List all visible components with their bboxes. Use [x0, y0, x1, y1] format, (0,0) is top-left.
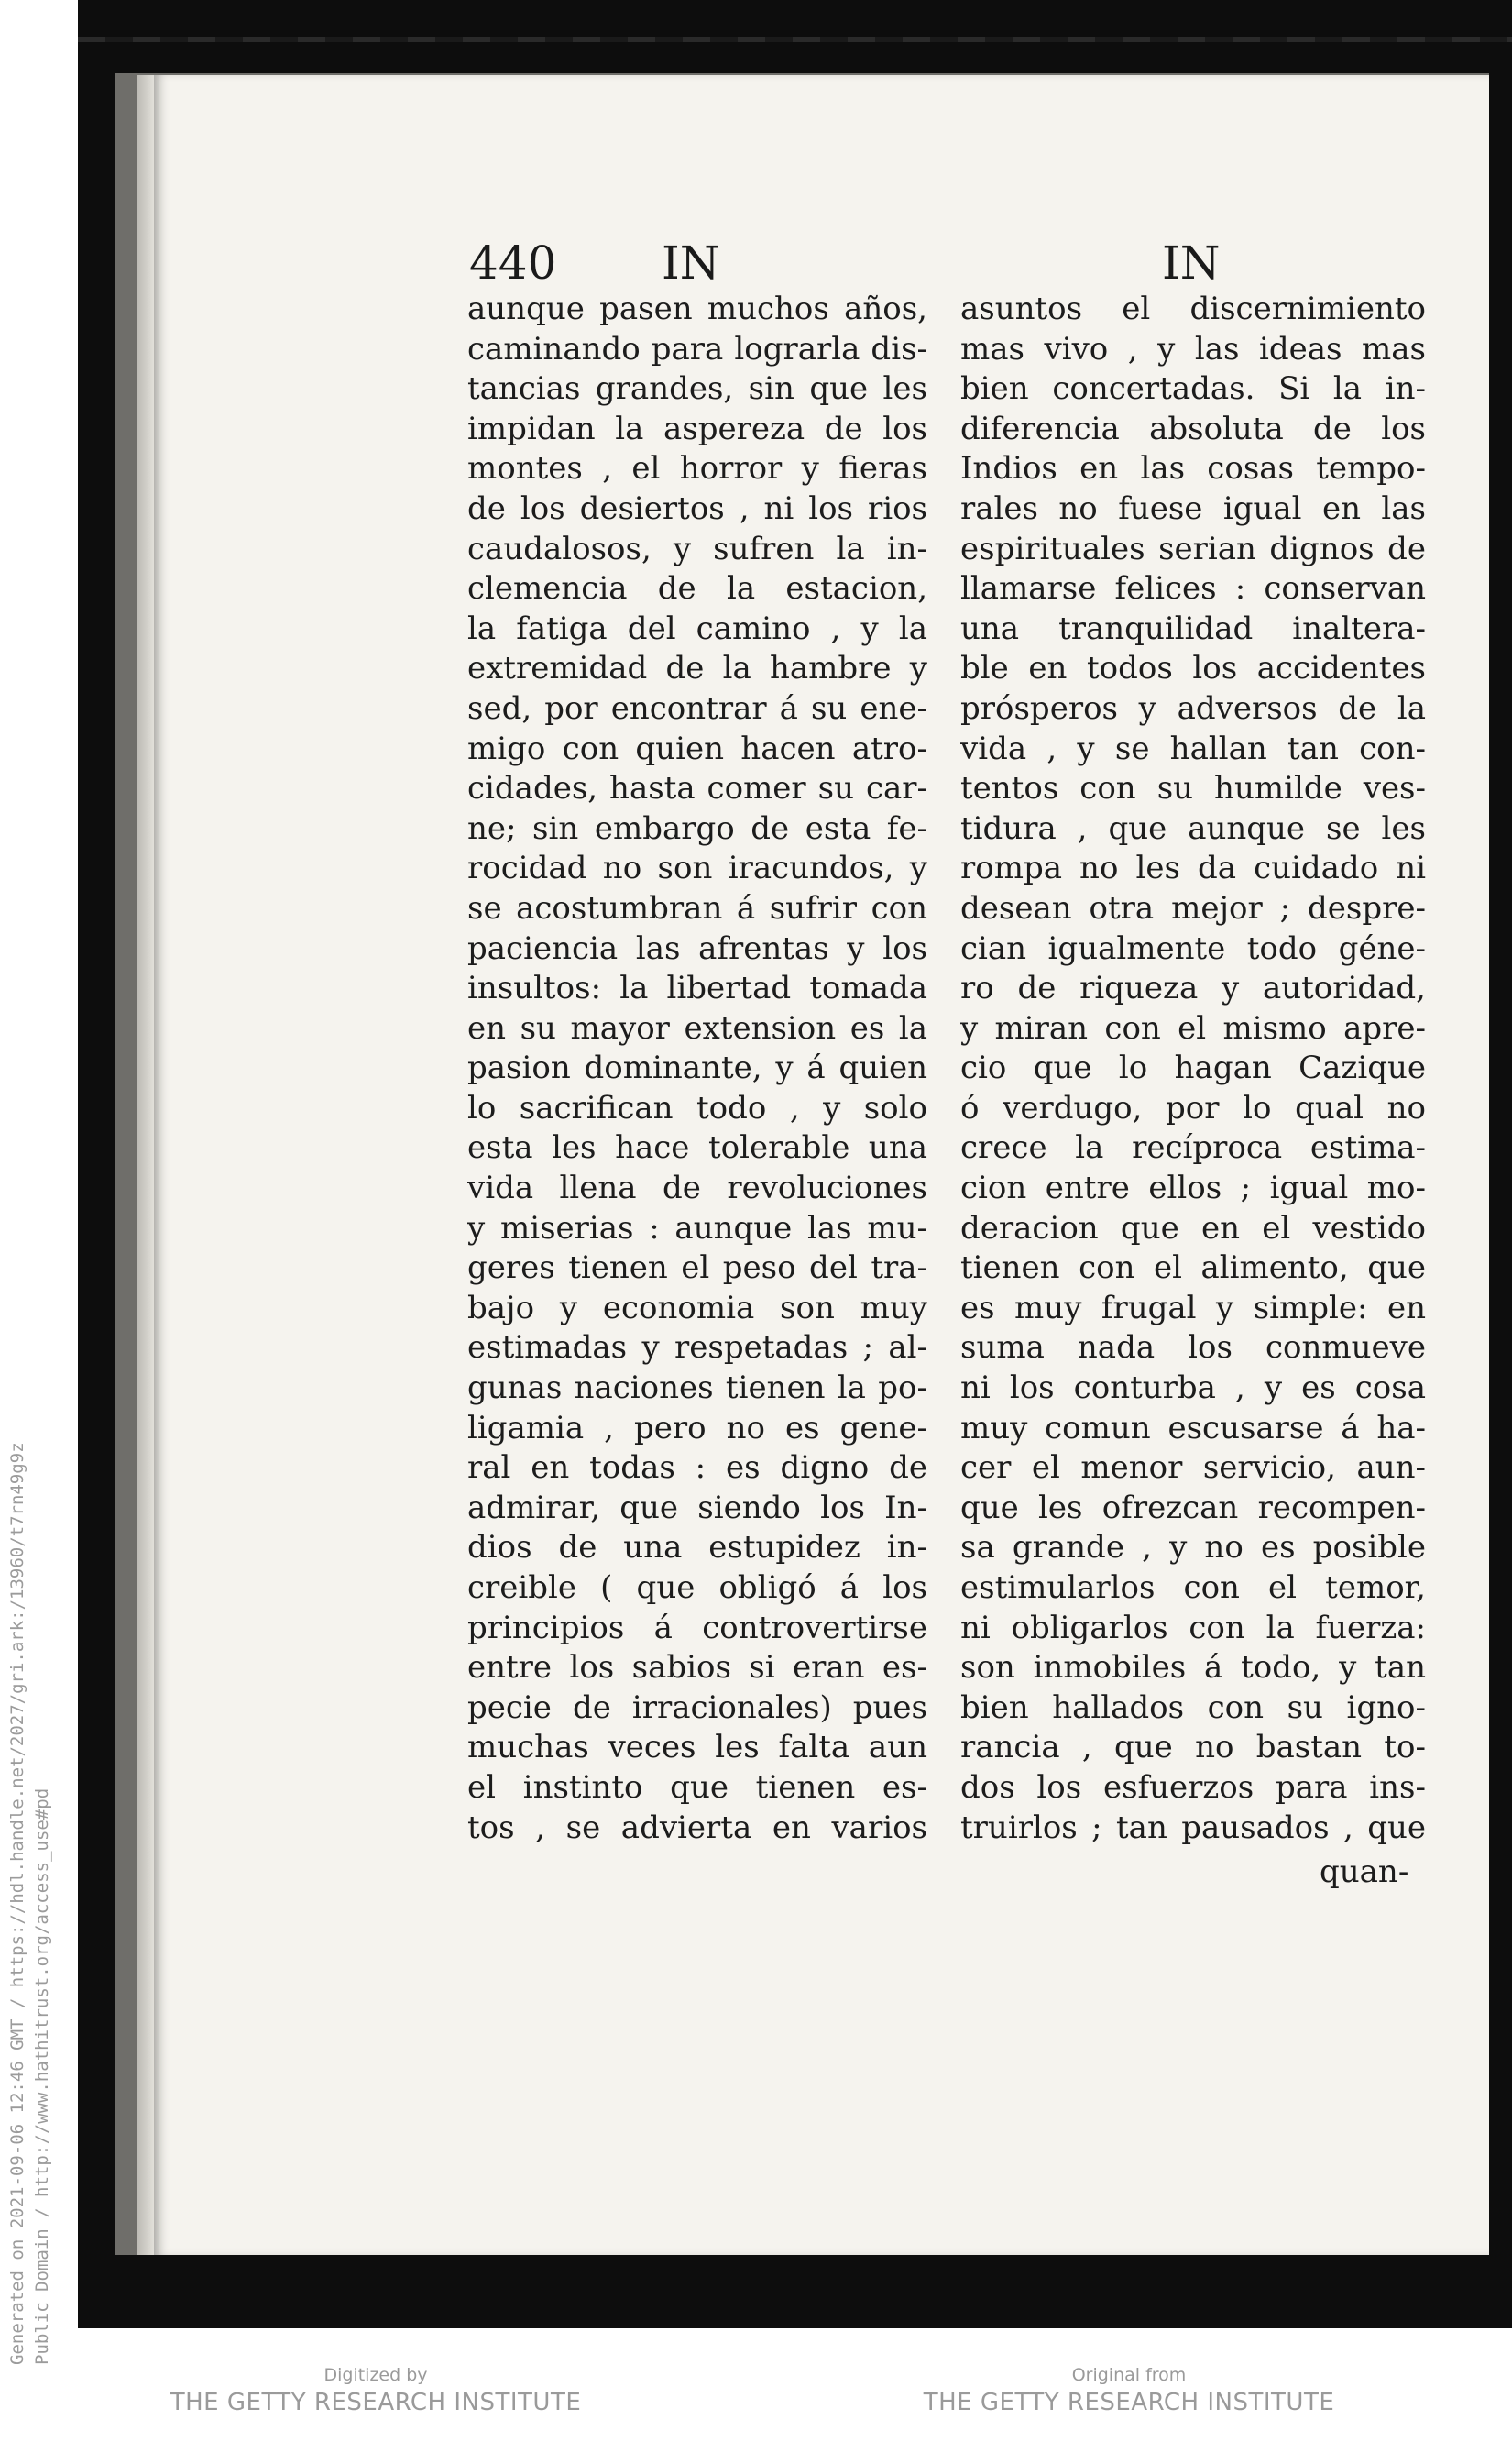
text-line: rancia , que no bastan to-: [960, 1729, 1426, 1766]
text-line: una tranquilidad inaltera-: [960, 610, 1426, 647]
footer-institution: THE GETTY RESEARCH INSTITUTE: [923, 2389, 1335, 2416]
text-line: es muy frugal y simple: en: [960, 1289, 1426, 1326]
paper-edge: [137, 75, 156, 2255]
hathitrust-side-stamp: [0, 1228, 73, 2365]
right-text-column: [960, 290, 1426, 1848]
left-text-column: [467, 290, 927, 1848]
text-line: clemencia de la estacion,: [467, 570, 927, 608]
text-line: vida llena de revoluciones: [467, 1170, 927, 1207]
text-line: Indios en las cosas tempo-: [960, 450, 1426, 488]
text-line: impidan la aspereza de los: [467, 410, 927, 447]
footer-original-from: [891, 2363, 1367, 2418]
text-line: truirlos ; tan pausados , que: [960, 1809, 1426, 1846]
text-line: principios á controvertirse: [467, 1609, 927, 1646]
text-line: ni obligarlos con la fuerza:: [960, 1609, 1426, 1646]
text-line: ble en todos los accidentes: [960, 650, 1426, 687]
text-line: ligamia , pero no es gene-: [467, 1409, 927, 1446]
text-line: que les ofrezcan recompen-: [960, 1489, 1426, 1526]
text-line: tidura , que aunque se les: [960, 809, 1426, 847]
text-line: cio que lo hagan Cazique: [960, 1050, 1426, 1087]
footer-label: Digitized by: [323, 2365, 428, 2385]
text-line: aunque pasen muchos años,: [467, 291, 927, 327]
text-line: ral en todas : es digno de: [467, 1449, 927, 1487]
text-line: muchas veces les falta aun: [467, 1729, 927, 1766]
text-line: mas vivo , y las ideas mas: [960, 330, 1426, 368]
text-line: en su mayor extension es la: [467, 1009, 927, 1047]
text-line: deracion que en el vestido: [960, 1209, 1426, 1247]
text-line: sa grande , y no es posible: [960, 1529, 1426, 1567]
text-line: cion entre ellos ; igual mo-: [960, 1170, 1426, 1207]
text-line: caudalosos, y sufren la in-: [467, 530, 927, 567]
text-line: prósperos y adversos de la: [960, 689, 1426, 727]
text-line: bien concertadas. Si la in-: [960, 370, 1426, 408]
text-line: caminando para lograrla dis-: [467, 330, 927, 368]
text-line: espirituales serian dignos de: [960, 530, 1426, 567]
text-line: extremidad de la hambre y: [467, 650, 927, 687]
text-line: y miserias : aunque las mu-: [467, 1209, 927, 1247]
text-line: estimadas y respetadas ; al-: [467, 1329, 927, 1367]
text-line: crece la recíproca estima-: [960, 1129, 1426, 1167]
text-line: diferencia absoluta de los: [960, 410, 1426, 447]
text-line: suma nada los conmueve: [960, 1329, 1426, 1367]
text-line: rales no fuese igual en las: [960, 489, 1426, 527]
text-line: esta les hace tolerable una: [467, 1129, 927, 1167]
text-line: tentos con su humilde ves-: [960, 770, 1426, 808]
text-line: dos los esfuerzos para ins-: [960, 1768, 1426, 1806]
text-line: sed, por encontrar á su ene-: [467, 689, 927, 727]
text-line: admirar, que siendo los In-: [467, 1489, 927, 1526]
text-line: bien hallados con su igno-: [960, 1688, 1426, 1726]
text-line: geres tienen el peso del tra-: [467, 1249, 927, 1287]
text-line: pecie de irracionales) pues: [467, 1688, 927, 1726]
text-line: de los desiertos , ni los rios: [467, 489, 927, 527]
text-line: estimularlos con el temor,: [960, 1569, 1426, 1606]
text-line: dios de una estupidez in-: [467, 1529, 927, 1567]
side-stamp-line: Generated on 2021-09-06 12:46 GMT / https://hdl.handle.net/2027/gri.ark:/13960/t7rn49g9z: [7, 1442, 27, 2365]
text-line: rocidad no son iracundos, y: [467, 850, 927, 887]
text-line: y miran con el mismo apre-: [960, 1009, 1426, 1047]
text-line: tancias grandes, sin que les: [467, 370, 927, 408]
catchword: quan-: [1320, 1853, 1409, 1890]
text-line: tos , se advierta en varios: [467, 1809, 927, 1846]
footer-digitized-by: [137, 2363, 614, 2418]
side-stamp-line: Public Domain / http://www.hathitrust.org/access_use#pd: [32, 1787, 52, 2365]
text-line: ne; sin embargo de esta fe-: [467, 809, 927, 847]
text-line: se acostumbran á sufrir con: [467, 889, 927, 927]
text-line: entre los sabios si eran es-: [467, 1649, 927, 1687]
text-line: paciencia las afrentas y los: [467, 929, 927, 967]
text-line: desean otra mejor ; despre-: [960, 889, 1426, 927]
text-line: cer el menor servicio, aun-: [960, 1449, 1426, 1487]
text-line: son inmobiles á todo, y tan: [960, 1649, 1426, 1687]
text-line: la fatiga del camino , y la: [467, 610, 927, 647]
text-line: montes , el horror y fieras: [467, 450, 927, 488]
text-line: el instinto que tienen es-: [467, 1768, 927, 1806]
text-line: ó verdugo, por lo qual no: [960, 1089, 1426, 1127]
text-line: rompa no les da cuidado ni: [960, 850, 1426, 887]
text-line: cian igualmente todo géne-: [960, 929, 1426, 967]
scan-top-strip: [78, 37, 1512, 42]
text-line: vida , y se hallan tan con-: [960, 730, 1426, 767]
text-line: cidades, hasta comer su car-: [467, 770, 927, 808]
text-line: ro de riqueza y autoridad,: [960, 970, 1426, 1007]
text-line: tienen con el alimento, que: [960, 1249, 1426, 1287]
footer-institution: THE GETTY RESEARCH INSTITUTE: [170, 2389, 582, 2416]
text-line: pasion dominante, y á quien: [467, 1050, 927, 1087]
text-line: ni los conturba , y es cosa: [960, 1369, 1426, 1407]
text-line: muy comun escusarse á ha-: [960, 1409, 1426, 1446]
page-number: 440: [469, 236, 557, 290]
text-line: lo sacrifican todo , y solo: [467, 1089, 927, 1127]
running-head-left: IN: [662, 236, 720, 290]
text-line: insultos: la libertad tomada: [467, 970, 927, 1007]
footer-label: Original from: [1071, 2365, 1187, 2385]
text-line: migo con quien hacen atro-: [467, 730, 927, 767]
running-head-right: IN: [1162, 236, 1221, 290]
text-line: creible ( que obligó á los: [467, 1569, 927, 1606]
text-line: asuntos el discernimiento: [960, 291, 1426, 327]
text-line: llamarse felices : conservan: [960, 570, 1426, 608]
text-line: gunas naciones tienen la po-: [467, 1369, 927, 1407]
text-line: bajo y economia son muy: [467, 1289, 927, 1326]
